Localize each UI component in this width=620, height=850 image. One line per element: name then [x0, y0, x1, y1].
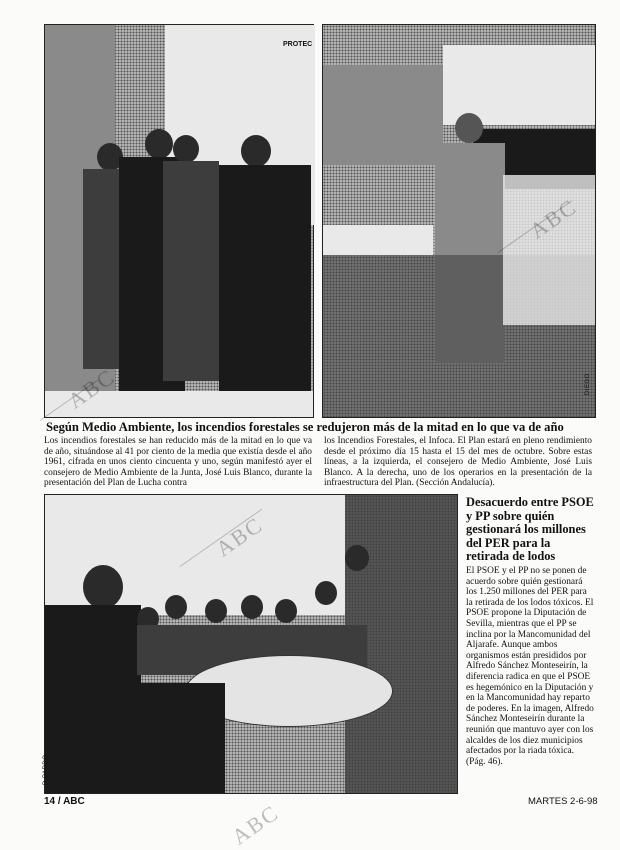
caption-headline: Según Medio Ambiente, los incendios forestales se redujeron más de la mitad en lo que va de año	[46, 420, 564, 434]
caption-column-right: los Incendios Forestales, el Infoca. El Plan estará en pleno rendimiento desde el próximo día 15 hasta el 15 del mes de octubre. Sobre estas líneas, a la izquierda, el consejero de Medio Ambiente, José Luis Blanco. A la derecha, uno de los operarios en la presentación de la infraestructura del Plan. (Sección Andalucía).	[324, 436, 592, 489]
page-number: 14 / ABC	[44, 796, 85, 807]
sidebar-headline: Desacuerdo entre PSOE y PP sobre quién gestionará los millones del PER para la retirada de lodos	[466, 495, 594, 563]
sidebar-body-text: El PSOE y el PP no se ponen de acuerdo sobre quién gestionará los 1.250 millones del PER para la retirada de los lodos tóxicos. El PSOE propone la Diputación de Sevilla, mientras que el PP se inclina por la Mancomunidad del Aljarafe. Aunque ambos organismos están presididos por Alfredo Sánchez Monteseirín, la diferencia radica en que el PSOE es hegemónico en la Diputación y en la Mancomunidad hay reparto de poderes. En la imagen, Alfredo Sánchez Monteseirín durante la reunión que mantuvo ayer con los alcaldes de los diez municipios afectados por la riada tóxica. (Pág. 46).	[466, 566, 594, 767]
watermark-text: ABC	[211, 511, 268, 562]
watermark-text: ABC	[525, 193, 582, 244]
page-date: MARTES 2-6-98	[528, 796, 598, 807]
watermark-text: ABC	[227, 799, 284, 850]
photo-credit: DIEGO	[585, 373, 591, 395]
sign-text: PROTEC	[283, 41, 313, 48]
watermark-text: ABC	[63, 363, 120, 414]
caption-column-left: Los incendios forestales se han reducido más de la mitad en lo que va de año, situándose al 41 por ciento de la media que existía desde el año 1961, cifrada en unos ciento cincuenta y uno, según manifestó ayer el consejero de Medio Ambiente de la Junta, José Luis Blanco, durante la presentación del Plan de Lucha contra	[44, 436, 312, 489]
photo-consejero	[44, 24, 314, 418]
photo-credit: D.PARDO	[43, 754, 49, 785]
